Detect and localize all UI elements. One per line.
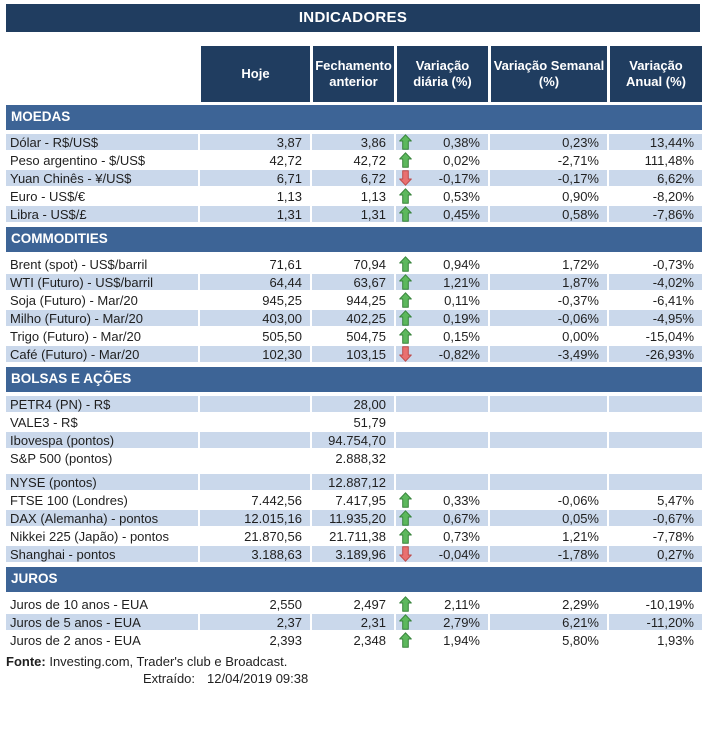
cell-fechamento-anterior: 28,00 (310, 396, 394, 412)
cell-variacao-semanal: 0,23% (488, 134, 607, 150)
cell-variacao-semanal: 5,80% (488, 632, 607, 648)
variacao-diaria-value: -0,04% (438, 546, 480, 562)
table-row-libra-us (6, 206, 702, 224)
row-label: FTSE 100 (Londres) (10, 492, 128, 508)
row-label: Yuan Chinês - ¥/US$ (6, 170, 198, 186)
cell-hoje: 21.870,56 (198, 528, 310, 544)
cell-variacao-anual (607, 414, 702, 430)
cell-fechamento-anterior: 402,25 (310, 310, 394, 326)
table-row-s-p-500-pontos (6, 450, 702, 468)
arrow-up-icon (399, 188, 412, 204)
cell-variacao-diaria (394, 596, 488, 612)
cell-variacao-anual (607, 450, 702, 466)
table-row-peso-argentino-us (6, 152, 702, 170)
arrow-down-icon (399, 346, 412, 362)
row-label: Dólar - R$/US$ (6, 134, 198, 150)
arrow-up-icon (399, 596, 412, 612)
cell-variacao-diaria (394, 256, 488, 272)
cell-fechamento-anterior: 51,79 (310, 414, 394, 430)
arrow-up-icon (399, 510, 412, 526)
column-header-variacao-semanal: Variação Semanal (%) (488, 46, 607, 102)
cell-variacao-semanal: 0,90% (488, 188, 607, 204)
table-row-juros-de-2-anos-eua (6, 632, 702, 650)
cell-hoje: 64,44 (198, 274, 310, 290)
cell-variacao-semanal: 1,21% (488, 528, 607, 544)
cell-variacao-diaria (394, 546, 488, 562)
cell-fechamento-anterior: 42,72 (310, 152, 394, 168)
cell-fechamento-anterior: 11.935,20 (310, 510, 394, 526)
variacao-diaria-value: 0,33% (443, 492, 480, 508)
arrow-up-icon (399, 274, 412, 290)
cell-hoje: 1,13 (198, 188, 310, 204)
row-label: Juros de 5 anos - EUA (6, 614, 198, 630)
cell-fechamento-anterior: 2.888,32 (310, 450, 394, 466)
source-label: Fonte: (6, 654, 46, 669)
cell-fechamento-anterior: 944,25 (310, 292, 394, 308)
cell-variacao-anual: -15,04% (607, 328, 702, 344)
cell-variacao-diaria (394, 632, 488, 648)
cell-hoje: 2,37 (198, 614, 310, 630)
row-label: Shanghai - pontos (6, 546, 198, 562)
arrow-up-icon (399, 328, 412, 344)
variacao-diaria-value: 0,19% (443, 310, 480, 326)
variacao-diaria-value: 0,11% (444, 292, 480, 308)
cell-hoje: 403,00 (198, 310, 310, 326)
variacao-diaria-value: 0,38% (443, 134, 480, 150)
extracted-line (6, 670, 706, 687)
cell-hoje (198, 450, 310, 466)
cell-variacao-anual: 111,48% (607, 152, 702, 168)
cell-fechamento-anterior: 1,13 (310, 188, 394, 204)
row-label: Ibovespa (pontos) (6, 432, 198, 448)
table-row-ftse-100-londres (6, 492, 702, 510)
cell-variacao-anual: -10,19% (607, 596, 702, 612)
extracted-timestamp: 12/04/2019 09:38 (207, 671, 309, 686)
row-label: Euro - US$/€ (10, 188, 86, 204)
arrow-up-icon (399, 492, 412, 508)
table-row-trigo-futuro-mar-20 (6, 328, 702, 346)
table-row-wti-futuro-us-barril (6, 274, 702, 292)
row-label: VALE3 - R$ (10, 414, 78, 430)
cell-variacao-anual (607, 474, 702, 490)
cell-hoje: 71,61 (198, 256, 310, 272)
cell-hoje (198, 432, 310, 448)
cell-variacao-semanal: -0,17% (488, 170, 607, 186)
cell-hoje (198, 474, 310, 490)
cell-fechamento-anterior: 21.711,38 (310, 528, 394, 544)
column-header-fechamento-anterior: Fechamento anterior (310, 46, 394, 102)
cell-fechamento-anterior: 12.887,12 (310, 474, 394, 490)
arrow-up-icon (399, 256, 412, 272)
arrow-up-icon (399, 292, 412, 308)
cell-variacao-anual: -0,67% (607, 510, 702, 526)
cell-variacao-semanal: 0,00% (488, 328, 607, 344)
row-label: NYSE (pontos) (6, 474, 198, 490)
cell-hoje: 945,25 (198, 292, 310, 308)
variacao-diaria-value: -0,17% (438, 170, 480, 186)
cell-hoje (198, 396, 310, 412)
cell-fechamento-anterior: 94.754,70 (310, 432, 394, 448)
arrow-up-icon (399, 614, 412, 630)
cell-variacao-diaria (394, 206, 488, 222)
table-row-shanghai-pontos (6, 546, 702, 564)
cell-hoje: 2,393 (198, 632, 310, 648)
cell-variacao-semanal (488, 396, 607, 412)
cell-variacao-semanal: -0,37% (488, 292, 607, 308)
cell-variacao-semanal: -0,06% (488, 492, 607, 508)
cell-fechamento-anterior: 6,72 (310, 170, 394, 186)
row-label: Juros de 2 anos - EUA (10, 632, 141, 648)
cell-hoje: 7.442,56 (198, 492, 310, 508)
cell-variacao-diaria (394, 170, 488, 186)
cell-variacao-semanal: 1,72% (488, 256, 607, 272)
cell-variacao-diaria (394, 134, 488, 150)
row-label: Café (Futuro) - Mar/20 (6, 346, 198, 362)
cell-variacao-semanal: 1,87% (488, 274, 607, 290)
column-header-hoje: Hoje (198, 46, 310, 102)
table-row-soja-futuro-mar-20 (6, 292, 702, 310)
table-header-row (6, 46, 702, 102)
cell-fechamento-anterior: 103,15 (310, 346, 394, 362)
cell-hoje: 12.015,16 (198, 510, 310, 526)
arrow-up-icon (399, 134, 412, 150)
cell-variacao-diaria (394, 450, 488, 466)
cell-variacao-anual: -11,20% (607, 614, 702, 630)
cell-variacao-anual: -6,41% (607, 292, 702, 308)
variacao-diaria-value: 0,94% (443, 256, 480, 272)
cell-variacao-semanal: 6,21% (488, 614, 607, 630)
table-row-brent-spot-us-barril (6, 256, 702, 274)
table-row-euro-us (6, 188, 702, 206)
cell-fechamento-anterior: 2,497 (310, 596, 394, 612)
table-row-milho-futuro-mar-20 (6, 310, 702, 328)
row-label: S&P 500 (pontos) (10, 450, 113, 466)
cell-variacao-anual (607, 432, 702, 448)
cell-hoje: 3,87 (198, 134, 310, 150)
variacao-diaria-value: 2,11% (444, 596, 480, 612)
column-header-variacao-anual: Variação Anual (%) (607, 46, 702, 102)
cell-variacao-diaria (394, 274, 488, 290)
cell-variacao-diaria (394, 346, 488, 362)
cell-variacao-anual: -7,86% (607, 206, 702, 222)
cell-variacao-diaria (394, 328, 488, 344)
row-label: Milho (Futuro) - Mar/20 (6, 310, 198, 326)
cell-variacao-anual: 13,44% (607, 134, 702, 150)
table-row-petr4-pn-r (6, 396, 702, 414)
variacao-diaria-value: -0,82% (438, 346, 480, 362)
cell-variacao-semanal: -1,78% (488, 546, 607, 562)
row-label: Nikkei 225 (Japão) - pontos (10, 528, 169, 544)
cell-variacao-anual: -4,95% (607, 310, 702, 326)
row-label: Juros de 10 anos - EUA (10, 596, 149, 612)
arrow-up-icon (399, 206, 412, 222)
variacao-diaria-value: 1,94% (443, 632, 480, 648)
variacao-diaria-value: 0,15% (443, 328, 480, 344)
arrow-up-icon (399, 310, 412, 326)
cell-fechamento-anterior: 70,94 (310, 256, 394, 272)
cell-hoje: 2,550 (198, 596, 310, 612)
cell-variacao-diaria (394, 614, 488, 630)
cell-variacao-diaria (394, 396, 488, 412)
arrow-up-icon (399, 152, 412, 168)
cell-variacao-anual: -26,93% (607, 346, 702, 362)
cell-hoje: 6,71 (198, 170, 310, 186)
variacao-diaria-value: 0,53% (443, 188, 480, 204)
variacao-diaria-value: 1,21% (443, 274, 480, 290)
cell-variacao-anual: -0,73% (607, 256, 702, 272)
cell-variacao-diaria (394, 292, 488, 308)
cell-fechamento-anterior: 2,348 (310, 632, 394, 648)
section-header-bolsas-e-acoes: BOLSAS E AÇÕES (6, 367, 702, 392)
cell-fechamento-anterior: 63,67 (310, 274, 394, 290)
cell-fechamento-anterior: 3,86 (310, 134, 394, 150)
cell-variacao-semanal: -2,71% (488, 152, 607, 168)
cell-variacao-semanal (488, 450, 607, 466)
cell-hoje: 505,50 (198, 328, 310, 344)
variacao-diaria-value: 0,02% (443, 152, 480, 168)
cell-hoje: 102,30 (198, 346, 310, 362)
variacao-diaria-value: 0,67% (443, 510, 480, 526)
extracted-label: Extraído: (143, 671, 196, 686)
row-label: Libra - US$/£ (6, 206, 198, 222)
cell-variacao-anual (607, 396, 702, 412)
arrow-down-icon (399, 546, 412, 562)
table-body (6, 105, 706, 650)
cell-hoje: 3.188,63 (198, 546, 310, 562)
cell-variacao-semanal: -3,49% (488, 346, 607, 362)
table-row-ibovespa-pontos (6, 432, 702, 450)
variacao-diaria-value: 0,45% (443, 206, 480, 222)
cell-hoje (198, 414, 310, 430)
variacao-diaria-value: 0,73% (443, 528, 480, 544)
cell-variacao-semanal: 2,29% (488, 596, 607, 612)
cell-variacao-semanal (488, 474, 607, 490)
table-row-yuan-chines-us (6, 170, 702, 188)
cell-variacao-anual: 6,62% (607, 170, 702, 186)
row-label: Trigo (Futuro) - Mar/20 (10, 328, 141, 344)
footer (6, 653, 706, 687)
cell-variacao-diaria (394, 510, 488, 526)
arrow-down-icon (399, 170, 412, 186)
row-label: DAX (Alemanha) - pontos (6, 510, 198, 526)
cell-variacao-diaria (394, 492, 488, 508)
cell-fechamento-anterior: 1,31 (310, 206, 394, 222)
cell-variacao-diaria (394, 474, 488, 490)
header-spacer (6, 46, 198, 102)
row-label: PETR4 (PN) - R$ (6, 396, 198, 412)
section-header-commodities: COMMODITIES (6, 227, 702, 252)
column-header-variacao-diaria: Variação diária (%) (394, 46, 488, 102)
cell-fechamento-anterior: 2,31 (310, 614, 394, 630)
cell-fechamento-anterior: 3.189,96 (310, 546, 394, 562)
cell-variacao-anual: 0,27% (607, 546, 702, 562)
cell-variacao-diaria (394, 432, 488, 448)
cell-fechamento-anterior: 504,75 (310, 328, 394, 344)
cell-variacao-anual: 1,93% (607, 632, 702, 648)
cell-variacao-semanal: -0,06% (488, 310, 607, 326)
source-line (6, 653, 706, 670)
table-row-nyse-pontos (6, 474, 702, 492)
source-text: Investing.com, Trader's club e Broadcast. (45, 654, 288, 669)
cell-variacao-anual: -7,78% (607, 528, 702, 544)
cell-variacao-diaria (394, 152, 488, 168)
variacao-diaria-value: 2,79% (443, 614, 480, 630)
cell-variacao-diaria (394, 188, 488, 204)
cell-variacao-anual: -4,02% (607, 274, 702, 290)
cell-variacao-diaria (394, 528, 488, 544)
table-row-dolar-r-us (6, 134, 702, 152)
row-label: Peso argentino - $/US$ (10, 152, 146, 168)
table-row-juros-de-5-anos-eua (6, 614, 702, 632)
cell-variacao-anual: -8,20% (607, 188, 702, 204)
cell-hoje: 42,72 (198, 152, 310, 168)
cell-variacao-semanal: 0,58% (488, 206, 607, 222)
arrow-up-icon (399, 528, 412, 544)
arrow-up-icon (399, 632, 412, 648)
table-row-cafe-futuro-mar-20 (6, 346, 702, 364)
section-header-juros: JUROS (6, 567, 702, 592)
cell-variacao-diaria (394, 310, 488, 326)
section-header-moedas: MOEDAS (6, 105, 702, 130)
row-label: Brent (spot) - US$/barril (10, 256, 148, 272)
cell-fechamento-anterior: 7.417,95 (310, 492, 394, 508)
cell-variacao-anual: 5,47% (607, 492, 702, 508)
row-label: Soja (Futuro) - Mar/20 (10, 292, 138, 308)
table-row-dax-alemanha-pontos (6, 510, 702, 528)
table-row-nikkei-225-japao-pontos (6, 528, 702, 546)
cell-variacao-diaria (394, 414, 488, 430)
cell-variacao-semanal (488, 414, 607, 430)
cell-variacao-semanal (488, 432, 607, 448)
table-row-juros-de-10-anos-eua (6, 596, 702, 614)
cell-variacao-semanal: 0,05% (488, 510, 607, 526)
cell-hoje: 1,31 (198, 206, 310, 222)
table-row-vale3-r (6, 414, 702, 432)
row-label: WTI (Futuro) - US$/barril (6, 274, 198, 290)
page-title: INDICADORES (6, 4, 700, 32)
